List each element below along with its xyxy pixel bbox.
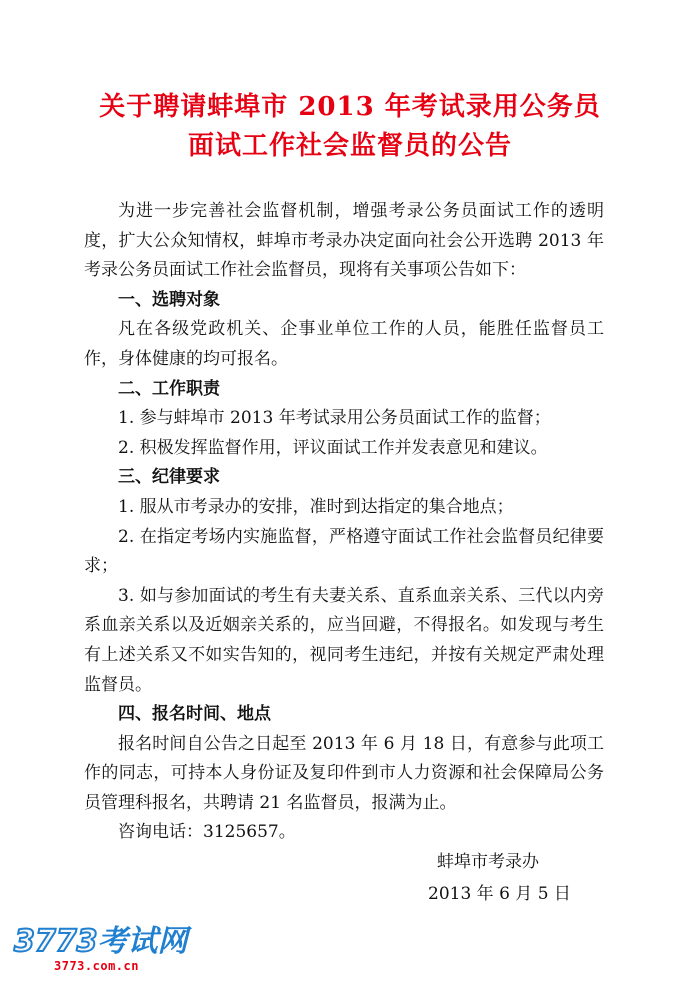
discipline-item-3: 3. 如与参加面试的考生有夫妻关系、直系血亲关系、三代以内旁系血亲关系以及近姻亲关系的，应当回避，不得报名。如发现与考生有上述关系又不如实告知的，视同考生违纪，并按有关规定严肃处理监督员。 <box>84 585 604 695</box>
registration-paragraph: 报名时间自公告之日起至 2013 年 6 月 18 日，有意参与此项工作的同志，可持本人身份证及复印件到市人力资源和社会保障局公务员管理科报名，共聘请 21 名监督员，报满为止。 <box>84 733 604 813</box>
title-line-1: 关于聘请蚌埠市 2013 年考试录用公务员 <box>99 92 601 122</box>
section-heading-duties: 二、工作职责 <box>118 378 220 399</box>
watermark-brand <box>14 926 188 958</box>
duty-item-1: 1. 参与蚌埠市 2013 年考试录用公务员面试工作的监督； <box>118 408 551 429</box>
watermark-url: 3773.com.cn <box>54 959 139 973</box>
title-line-2: 面试工作社会监督员的公告 <box>187 131 512 161</box>
issue-date: 2013 年 6 月 5 日 <box>428 884 571 904</box>
contact-phone: 咨询电话：3125657。 <box>118 822 296 843</box>
section-heading-discipline: 三、纪律要求 <box>118 467 220 488</box>
issuer-signature: 蚌埠市考录办 <box>437 852 539 872</box>
watermark-text: 考试网 <box>97 924 188 959</box>
watermark-number: 3773 <box>14 924 98 959</box>
section-paragraph: 凡在各级党政机关、企事业单位工作的人员，能胜任监督员工作，身体健康的均可报名。 <box>84 319 604 369</box>
duty-item-2: 2. 积极发挥监督作用，评议面试工作并发表意见和建议。 <box>118 437 548 458</box>
site-watermark-logo <box>14 926 204 978</box>
discipline-item-2: 2. 在指定考场内实施监督，严格遵守面试工作社会监督员纪律要求； <box>84 526 604 577</box>
discipline-item-1: 1. 服从市考录办的安排，准时到达指定的集合地点； <box>118 496 514 517</box>
section-heading-registration: 四、报名时间、地点 <box>118 704 271 725</box>
intro-paragraph: 为进一步完善社会监督机制，增强考录公务员面试工作的透明度，扩大公众知情权，蚌埠市考录办决定面向社会公开选聘 2013 年考录公务员面试工作社会监督员，现将有关事项公告如下： <box>84 201 604 281</box>
section-heading-selection-target: 一、选聘对象 <box>118 289 220 310</box>
announcement-body <box>84 197 604 848</box>
